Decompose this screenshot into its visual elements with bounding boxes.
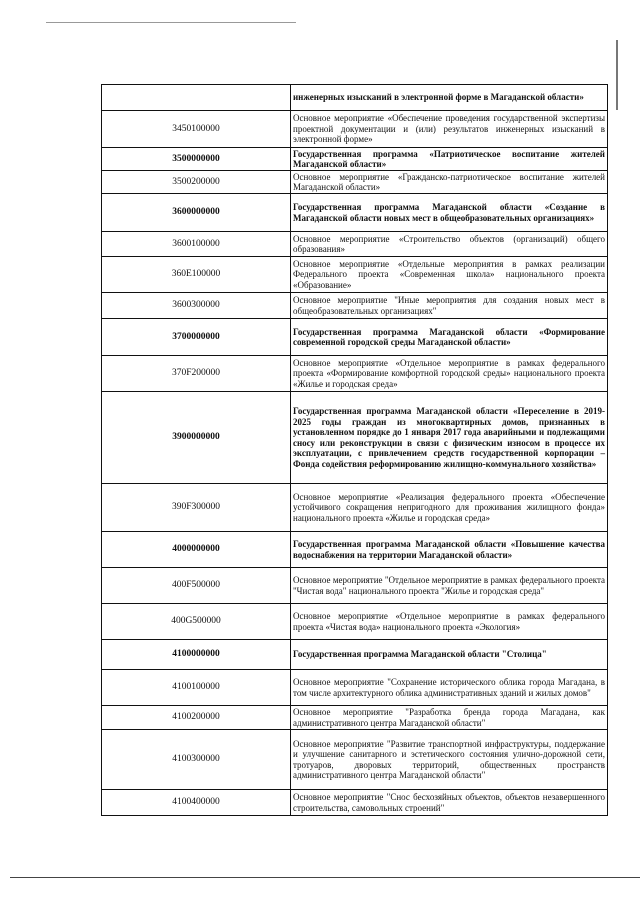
table-row [102, 171, 608, 194]
row-code: 3700000000 [102, 319, 291, 356]
row-code: 4100200000 [102, 706, 291, 730]
row-description: Основное мероприятие "Сохранение исторического облика города Магадана, в том числе архитектурного облика административных зданий и жилых домов" [291, 670, 608, 706]
row-code: 370F200000 [102, 356, 291, 392]
scan-margin-mark [616, 40, 618, 110]
table-row [102, 194, 608, 232]
row-code: 4100400000 [102, 790, 291, 816]
row-description: Государственная программа Магаданской области «Создание в Магаданской области новых мест в общеобразовательных организациях» [291, 194, 608, 232]
table-row [102, 568, 608, 604]
table-row [102, 604, 608, 640]
row-description: Основное мероприятие "Развитие транспортной инфраструктуры, поддержание и улучшение санитарного и эстетического состояния улично-дорожной сети, тротуаров, дворовых территорий, общественных пространств административного центра Магаданской области" [291, 730, 608, 790]
row-description: Государственная программа Магаданской области «Повышение качества водоснабжения на территории Магаданской области» [291, 532, 608, 568]
table-row [102, 532, 608, 568]
table-row [102, 790, 608, 816]
table-row [102, 392, 608, 484]
table-row [102, 232, 608, 257]
scan-bottom-rule [10, 877, 640, 878]
table-row [102, 148, 608, 171]
row-code: 4100000000 [102, 640, 291, 670]
row-code: 3450100000 [102, 111, 291, 148]
table-body [102, 85, 608, 816]
row-code: 3600100000 [102, 232, 291, 257]
row-description: инженерных изысканий в электронной форме в Магаданской области» [291, 85, 608, 111]
row-code: 3500200000 [102, 171, 291, 194]
row-description: Государственная программа Магаданской области «Переселение в 2019-2025 годы граждан из многоквартирных домов, признанных в установленном порядке до 1 января 2017 года аварийными и подлежащими сносу или реконструкции в связи с физическим износом в процессе их эксплуатации, с привлечением средств государственной корпорации – Фонда содействия реформированию жилищно-коммунального хозяйства» [291, 392, 608, 484]
budget-codes-table [101, 84, 608, 816]
table-row [102, 356, 608, 392]
table-row [102, 670, 608, 706]
row-code: 4000000000 [102, 532, 291, 568]
table-row [102, 706, 608, 730]
table-row [102, 640, 608, 670]
table-row [102, 85, 608, 111]
row-code: 360E100000 [102, 257, 291, 293]
table-row [102, 257, 608, 293]
row-description: Основное мероприятие «Отдельное мероприятие в рамках федерального проекта «Формирование комфортной городской среды» национального проекта «Жилье и городская среда» [291, 356, 608, 392]
row-code [102, 85, 291, 111]
row-description: Основное мероприятие «Обеспечение проведения государственной экспертизы проектной документации и (или) результатов инженерных изысканий в электронной форме» [291, 111, 608, 148]
row-description: Государственная программа «Патриотическое воспитание жителей Магаданской области» [291, 148, 608, 171]
row-code: 400G500000 [102, 604, 291, 640]
row-description: Основное мероприятие "Снос бесхозяйных объектов, объектов незавершенного строительства, самовольных строений" [291, 790, 608, 816]
table-row [102, 293, 608, 319]
row-description: Основное мероприятие «Гражданско-патриотическое воспитание жителей Магаданской области» [291, 171, 608, 194]
row-code: 4100300000 [102, 730, 291, 790]
row-description: Основное мероприятие «Отдельные мероприятия в рамках реализации Федерального проекта «Современная школа» национального проекта «Образование» [291, 257, 608, 293]
row-description: Основное мероприятие "Иные мероприятия для создания новых мест в общеобразовательных организациях" [291, 293, 608, 319]
row-code: 3600000000 [102, 194, 291, 232]
row-code: 4100100000 [102, 670, 291, 706]
table-row [102, 111, 608, 148]
row-code: 3500000000 [102, 148, 291, 171]
row-code: 390F300000 [102, 484, 291, 532]
row-description: Государственная программа Магаданской области "Столица" [291, 640, 608, 670]
row-code: 3600300000 [102, 293, 291, 319]
row-description: Основное мероприятие «Отдельное мероприятие в рамках федерального проекта «Чистая вода» национального проекта «Экология» [291, 604, 608, 640]
table-row [102, 319, 608, 356]
table-row [102, 484, 608, 532]
row-description: Основное мероприятие «Реализация федерального проекта «Обеспечение устойчивого сокращения непригодного для проживания жилищного фонда» национального проекта «Жилье и городская среда» [291, 484, 608, 532]
row-code: 3900000000 [102, 392, 291, 484]
row-code: 400F500000 [102, 568, 291, 604]
scan-top-rule [46, 22, 296, 23]
row-description: Основное мероприятие "Разработка бренда города Магадана, как административного центра Магаданской области" [291, 706, 608, 730]
row-description: Основное мероприятие "Отдельное мероприятие в рамках федерального проекта "Чистая вода" национального проекта "Жилье и городская среда" [291, 568, 608, 604]
table-row [102, 730, 608, 790]
row-description: Государственная программа Магаданской области «Формирование современной городской среды Магаданской области» [291, 319, 608, 356]
row-description: Основное мероприятие «Строительство объектов (организаций) общего образования» [291, 232, 608, 257]
